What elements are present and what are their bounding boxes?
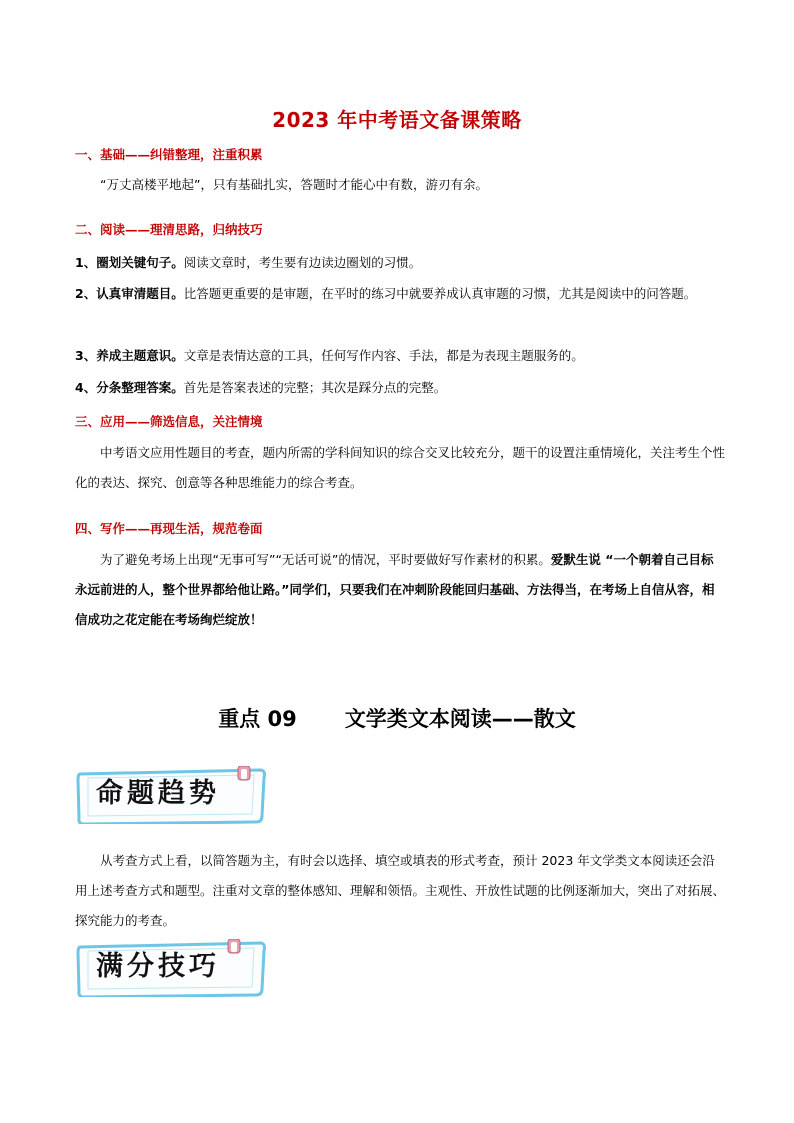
skills-banner: [76, 939, 268, 997]
section-4-text-bold: 爱默生说 “一个朝着自己目标永远前进的人，整个世界都给他让路。”同学们，只要我们在冲刺阶段能回归基础、方法得当，在考场上自信从容，相信成功之花定能在考场绚烂绽放！: [75, 552, 715, 627]
section-2-item-3: [75, 341, 725, 371]
item-1-text: 阅读文章时，考生要有边读边圈划的习惯。: [183, 255, 422, 270]
trend-text: 从考查方式上看，以简答题为主，有时会以选择、填空或填表的形式考查，预计 2023 年文学类文本阅读还会沿用上述考查方式和题型。注重对文章的整体感知、理解和领悟。主观性、开放性试题的比例逐渐加大，突出了对拓展、探究能力的考查。: [75, 853, 726, 928]
trend-banner: [76, 766, 268, 824]
section-4-heading: 四、写作——再现生活，规范卷面: [75, 521, 263, 536]
section-1-text: “万丈高楼平地起”，只有基础扎实，答题时才能心中有数，游刃有余。: [100, 177, 488, 192]
item-2-text: 比答题更重要的是审题，在平时的练习中就要养成认真审题的习惯，尤其是阅读中的问答题。: [183, 286, 697, 301]
section-2-item-1: [75, 248, 725, 278]
item-3-text: 文章是表情达意的工具，任何写作内容、手法，都是为表现主题服务的。: [183, 348, 584, 363]
section-3-text: 中考语文应用性题目的考查，题内所需的学科间知识的综合交叉比较充分，题干的设置注重情境化，关注考生个性化的表达、探究、创意等各种思维能力的综合考查。: [75, 445, 726, 490]
trend-banner-label: 命题趋势: [96, 778, 220, 809]
section-2-item-4: [75, 373, 725, 403]
item-2-bold: 2、认真审清题目。: [75, 286, 184, 301]
section-2-heading: 二、阅读——理清思路，归纳技巧: [75, 222, 263, 237]
page-title: 2023 年中考语文备课策略: [272, 108, 522, 132]
item-3-bold: 3、养成主题意识。: [75, 348, 184, 363]
subtitle-topic: 文学类文本阅读——散文: [344, 707, 576, 731]
skills-banner-label: 满分技巧: [96, 951, 220, 982]
section-2-item-2: [75, 279, 725, 309]
section-4-text: [75, 545, 725, 635]
section-1-heading: 一、基础——纠错整理，注重积累: [75, 147, 263, 162]
lesson-subtitle: [0, 703, 794, 733]
item-1-bold: 1、圈划关键句子。: [75, 255, 184, 270]
subtitle-number: 重点 09: [218, 707, 297, 731]
item-4-text: 首先是答案表述的完整；其次是踩分点的完整。: [183, 380, 447, 395]
section-3-heading: 三、应用——筛选信息，关注情境: [75, 414, 263, 429]
item-4-bold: 4、分条整理答案。: [75, 380, 184, 395]
section-4-text-normal: 为了避免考场上出现“无事可写”“无话可说”的情况，平时要做好写作素材的积累。: [100, 552, 551, 567]
